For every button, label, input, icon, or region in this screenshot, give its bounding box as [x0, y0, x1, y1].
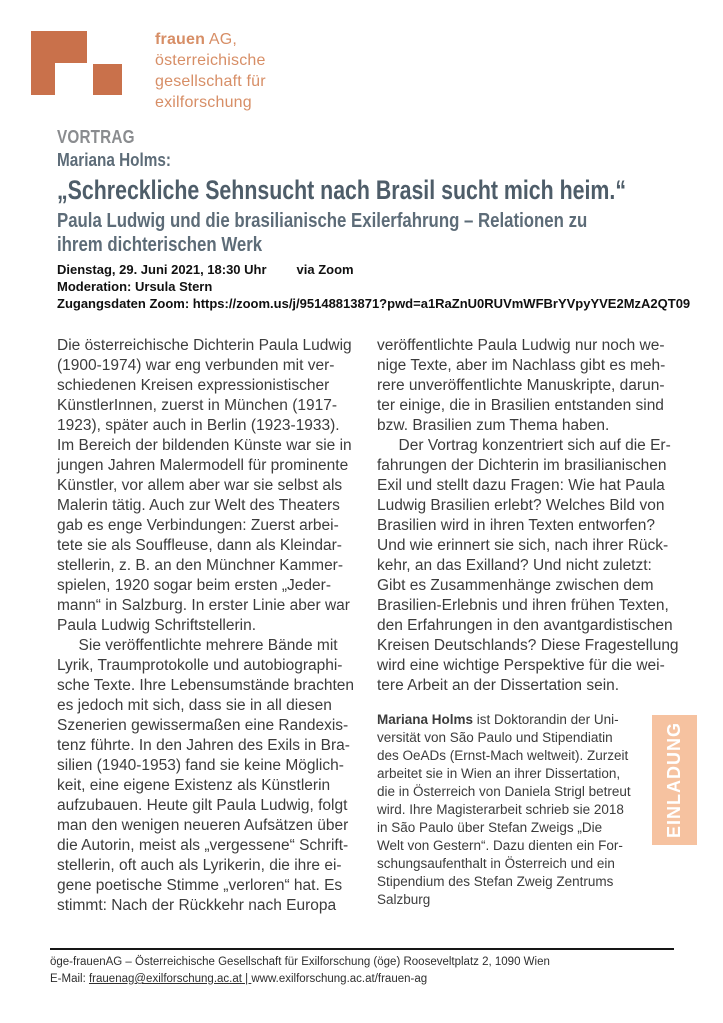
text-line: man den wenigen neueren Aufsätzen über [57, 817, 349, 834]
org-logo-icon [31, 31, 123, 95]
email-label: E-Mail: [50, 973, 89, 985]
text-line: die Autorin, meist als „vergessene“ Schrift- [57, 837, 349, 854]
text-line: Sie veröffentlichte mehrere Bände mit [57, 637, 338, 654]
text-line: schungsaufenthalt in Österreich und ein [377, 856, 615, 871]
org-brand-line [155, 29, 266, 50]
event-details [57, 261, 690, 312]
event-moderation: Moderation: Ursula Stern [57, 279, 213, 294]
einladung-banner-label: EINLADUNG [664, 722, 684, 838]
text-line: fahrungen der Dichterin im brasilianischen [377, 457, 667, 474]
text-line: veröffentlichte Paula Ludwig nur noch we- [377, 337, 665, 354]
text-line: ter einige, die in Brasilien entstanden sind [377, 397, 664, 414]
kicker-label: VORTRAG [57, 127, 135, 147]
body-right-text [377, 336, 677, 696]
text-line: Welt von Gestern“. Dazu dienten ein For- [377, 838, 623, 853]
text-line: Szenerien gewissermaßen eine Randexis- [57, 717, 349, 734]
text-line: Exil und stellt dazu Fragen: Wie hat Paula [377, 477, 665, 494]
logo-block-top [31, 31, 87, 63]
text-line: spielen, 1920 sogar beim ersten „Jeder- [57, 577, 331, 594]
heading-block [57, 126, 723, 257]
bio-text [377, 729, 677, 909]
text-line: mann“ in Salzburg. In erster Linie aber war [57, 597, 350, 614]
text-line: sche Texte. Ihre Lebensumstände brachten [57, 677, 354, 694]
text-line: die in Österreich von Daniela Strigl betreut [377, 784, 631, 799]
text-line: stimmt: Nach der Rückkehr nach Europa [57, 897, 337, 914]
lecture-subtitle: Paula Ludwig und die brasilianische Exilerfahrung – Relationen zu ihrem dichterischen Werk [57, 210, 588, 256]
org-brand-bold: frauen [155, 31, 206, 48]
text-line: Die österreichische Dichterin Paula Ludwig [57, 337, 352, 354]
email-link[interactable]: frauenag@exilforschung.ac.at [88, 973, 242, 985]
body-left-column [57, 336, 377, 916]
text-line: Künstler, vor allem aber war sie selbst als [57, 477, 343, 494]
text-line: tenz führte. In den Jahren des Exils in Bra- [57, 737, 350, 754]
text-line: des OeADs (Ernst-Mach weltweit). Zurzeit [377, 748, 629, 763]
lecture-title: „Schreckliche Sehnsucht nach Brasil sucht mich heim.“ [57, 175, 626, 205]
text-line: in São Paulo über Stefan Zweigs „Die [377, 820, 603, 835]
logo-block-small [93, 64, 122, 95]
text-line: tere Arbeit an der Dissertation sein. [377, 677, 620, 694]
text-line: Ludwig Brasilien erlebt? Welches Bild von [377, 497, 665, 514]
text-line: es jedoch mit sich, dass sie in all diesen [57, 697, 332, 714]
bio-name: Mariana Holms [377, 712, 474, 727]
footer-separator: | [241, 973, 252, 985]
text-line: Der Vortrag konzentriert sich auf die Er- [377, 437, 671, 454]
text-line: wird eine wichtige Perspektive für die wei- [377, 657, 665, 674]
text-line: (1900-1974) war eng verbunden mit ver- [57, 357, 335, 374]
logo-block-left [31, 62, 55, 95]
text-line: stellerin, z. B. an den Münchner Kammer- [57, 557, 344, 574]
text-line: keit, eine eigene Existenz als Künstlerin [57, 777, 331, 794]
org-wordmark [155, 29, 266, 113]
bio-first-rest: ist Doktorandin der Uni- [473, 712, 619, 727]
text-line: silien (1940-1953) fand sie keine Möglich- [57, 757, 344, 774]
text-line: Gibt es Zusammenhänge zwischen dem [377, 577, 654, 594]
body-columns [57, 336, 677, 916]
speaker-name: Mariana Holms: [57, 150, 171, 170]
text-line: nige Texte, aber im Nachlass gibt es meh- [377, 357, 666, 374]
text-line: Kreisen Deutschlands? Diese Fragestellung [377, 637, 679, 654]
text-line: Malerin tätig. Auch zur Welt des Theaters [57, 497, 340, 514]
text-line: aufzubauen. Heute gilt Paula Ludwig, folgt [57, 797, 348, 814]
footer-address-line: öge-frauenAG – Österreichische Gesellschaft für Exilforschung (öge) Rooseveltplatz 2, 1090 Wien [50, 956, 550, 968]
website-text: www.exilforschung.ac.at/frauen-ag [251, 973, 428, 985]
text-line: Salzburg [377, 892, 431, 907]
footer-contact-line [50, 971, 674, 988]
text-line: schiedenen Kreisen expressionistischer [57, 377, 330, 394]
text-line: arbeitet sie in Wien an ihrer Dissertation, [377, 766, 621, 781]
zoom-access-text: Zugangsdaten Zoom: https://zoom.us/j/95148813871?pwd=a1RaZnU0RUVmWFBrYVpyYVE2MzA2QT09 [57, 296, 691, 311]
text-line: bzw. Brasilien zum Thema haben. [377, 417, 610, 434]
text-line: rere unveröffentlichte Manuskripte, darun- [377, 377, 665, 394]
text-line: gene poetische Stimme „verloren“ hat. Es [57, 877, 343, 894]
body-right-column [377, 336, 677, 916]
org-name-lines: österreichische gesellschaft für exilforschung [155, 52, 266, 111]
text-line: Paula Ludwig Schriftstellerin. [57, 617, 257, 634]
text-line: versität von São Paulo und Stipendiatin [377, 730, 613, 745]
text-line: Stipendium des Stefan Zweig Zentrums [377, 874, 614, 889]
org-brand-suffix: AG, [205, 31, 238, 48]
text-line: KünstlerInnen, zuerst in München (1917- [57, 397, 338, 414]
speaker-bio [377, 711, 677, 909]
text-line: 1923), später auch in Berlin (1923-1933). [57, 417, 340, 434]
text-line: Lyrik, Traumprotokolle und autobiographi- [57, 657, 343, 674]
event-platform: via Zoom [296, 262, 354, 277]
text-line: jungen Jahren Malermodell für prominente [57, 457, 349, 474]
text-line: tete sie als Souffleuse, dann als Kleindar- [57, 537, 342, 554]
text-line: den Erfahrungen in den avantgardistischen [377, 617, 673, 634]
text-line: Im Bereich der bildenden Künste war sie in [57, 437, 352, 454]
text-line: Und wie erinnert sie sich, nach ihrer Rück- [377, 537, 669, 554]
bio-first-line [377, 711, 677, 729]
text-line: stellerin, oft auch als Lyrikerin, die ihre ei- [57, 857, 342, 874]
text-line: gab es enge Verbindungen: Zuerst arbei- [57, 517, 339, 534]
text-line: kehr, an das Exilland? Und nicht zuletzt: [377, 557, 652, 574]
text-line: wird. Ihre Magisterarbeit schrieb sie 2018 [377, 802, 624, 817]
einladung-banner [652, 715, 697, 845]
tab-gap [267, 261, 297, 278]
text-line: Brasilien wird in ihren Texten entworfen? [377, 517, 656, 534]
event-date-row [57, 261, 690, 278]
text-line: Brasilien-Erlebnis und ihren frühen Texten, [377, 597, 669, 614]
footer [50, 948, 674, 988]
event-datetime: Dienstag, 29. Juni 2021, 18:30 Uhr [57, 262, 267, 277]
